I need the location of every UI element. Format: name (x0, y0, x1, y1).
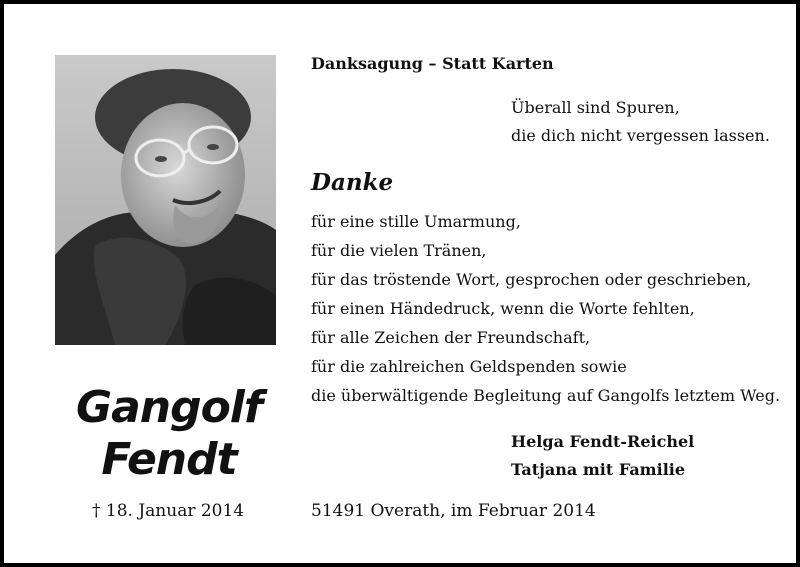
signer-name: Helga Fendt-Reichel (511, 432, 695, 451)
portrait-image (55, 55, 276, 345)
death-date: † 18. Januar 2014 (92, 501, 245, 521)
thanks-line: die überwältigende Begleitung auf Gangolfs letztem Weg. (311, 386, 781, 405)
thanks-line: für die vielen Tränen, (311, 241, 487, 260)
thanks-line: für alle Zeichen der Freundschaft, (311, 328, 591, 347)
thanks-title: Danke (311, 169, 394, 196)
notice-heading: Danksagung – Statt Karten (311, 54, 554, 73)
signer-name: Tatjana mit Familie (511, 460, 686, 479)
thanks-line: für die zahlreichen Geldspenden sowie (311, 357, 627, 376)
deceased-last-name: Fendt (101, 434, 237, 485)
deceased-first-name: Gangolf (75, 382, 263, 433)
thanks-lines (311, 207, 780, 410)
thanks-line: für das tröstende Wort, gesprochen oder geschrieben, (311, 270, 752, 289)
quote-line: die dich nicht vergessen lassen. (511, 126, 770, 145)
portrait-photo (55, 55, 276, 345)
place-date: 51491 Overath, im Februar 2014 (311, 501, 596, 521)
quote-line: Überall sind Spuren, (511, 98, 680, 117)
thanks-line: für einen Händedruck, wenn die Worte fehlten, (311, 299, 695, 318)
signers-block (511, 428, 694, 484)
quote-block (511, 94, 770, 150)
thanks-line: für eine stille Umarmung, (311, 212, 521, 231)
